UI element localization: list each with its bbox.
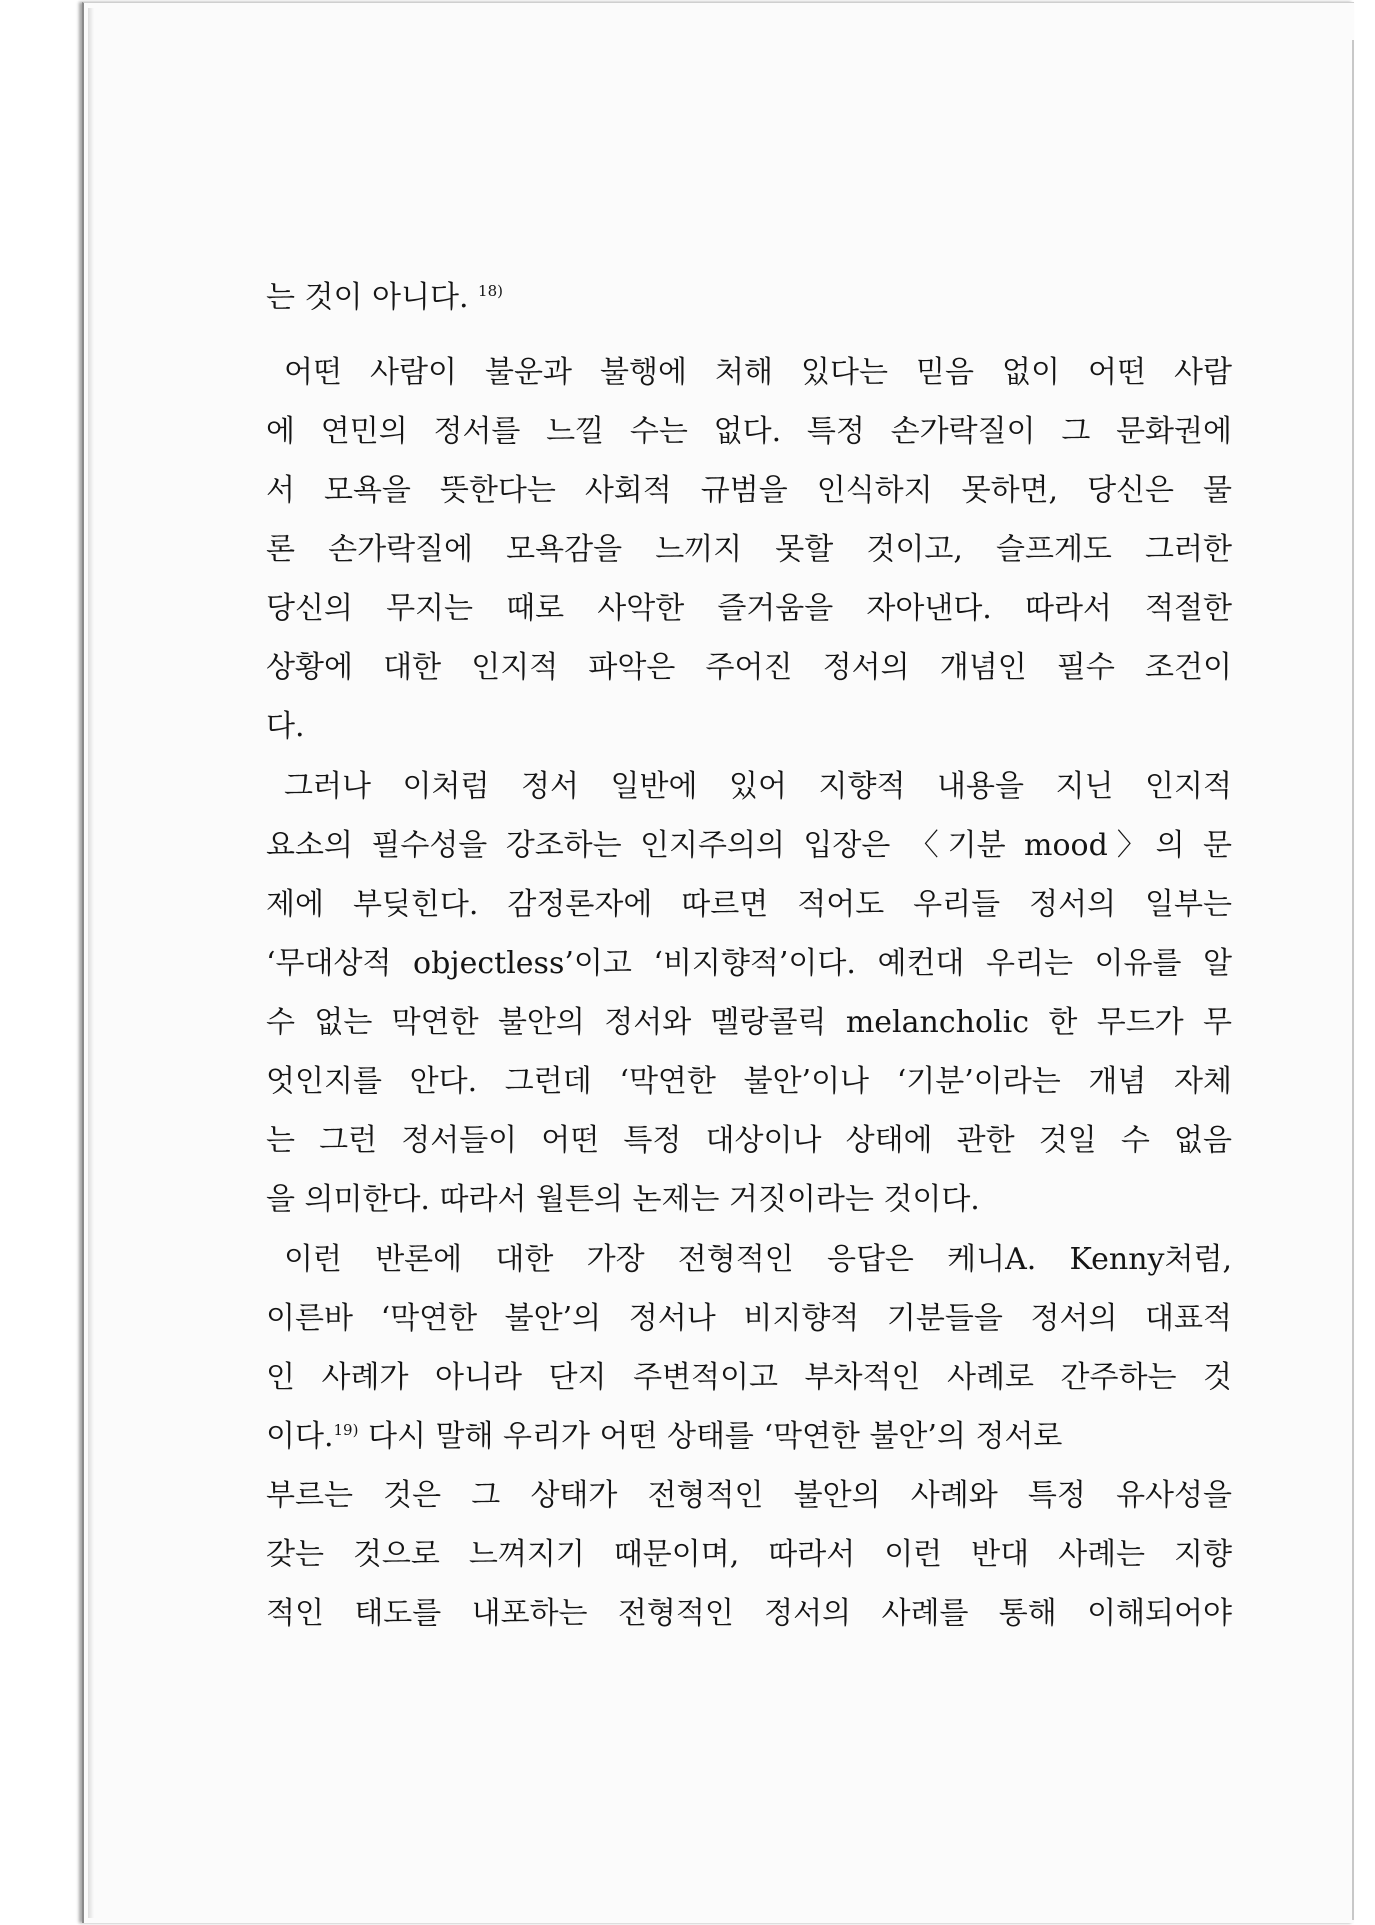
page-left-shadow [88,8,94,1918]
body-line: 는 그런 정서들이 어떤 특정 대상이나 상태에 관한 것일 수 없음 [266,1123,1232,1158]
body-line: 이른바 ‘막연한 불안’의 정서나 비지향적 기분들을 정서의 대표적 [266,1301,1232,1336]
page-right-edge [1352,40,1354,1920]
body-line: 수 없는 막연한 불안의 정서와 멜랑콜릭 melancholic 한 무드가 무 [266,1005,1232,1040]
body-line: 엇인지를 안다. 그런데 ‘막연한 불안’이나 ‘기분’이라는 개념 자체 [266,1064,1232,1099]
body-line: 적인 태도를 내포하는 전형적인 정서의 사례를 통해 이해되어야 [266,1596,1232,1631]
body-line: 어떤 사람이 불운과 불행에 처해 있다는 믿음 없이 어떤 사람 [284,355,1232,390]
body-line: 당신의 무지는 때로 사악한 즐거움을 자아낸다. 따라서 적절한 [266,591,1232,626]
body-line: 인 사례가 아니라 단지 주변적이고 부차적인 사례로 간주하는 것 [266,1360,1232,1395]
body-line: 부르는 것은 그 상태가 전형적인 불안의 사례와 특정 유사성을 [266,1478,1232,1513]
footnote-ref-18: 18) [478,282,503,300]
body-line: 는 것이 아니다. $^{18)}$ [266,280,503,315]
body-line: 그러나 이처럼 정서 일반에 있어 지향적 내용을 지닌 인지적 [284,769,1232,804]
body-line: 에 연민의 정서를 느낄 수는 없다. 특정 손가락질이 그 문화권에 [266,414,1232,449]
footnote-ref-19: 19) [333,1421,359,1439]
body-line: 론 손가락질에 모욕감을 느끼지 못할 것이고, 슬프게도 그러한 [266,532,1232,567]
body-line: 제에 부딪힌다. 감정론자에 따르면 적어도 우리들 정서의 일부는 [266,887,1232,922]
body-line: ‘무대상적 objectless’이고 ‘비지향적’이다. 예컨대 우리는 이유를 알 [266,946,1232,981]
body-line: 요소의 필수성을 강조하는 인지주의의 입장은 〈기분 mood〉의 문 [266,828,1232,863]
body-line: 이다.$^{19)}$ 다시 말해 우리가 어떤 상태를 ‘막연한 불안’의 정서로 [266,1419,1063,1454]
body-line: 을 의미한다. 따라서 월튼의 논제는 거짓이라는 것이다. [266,1182,980,1217]
body-line: 이런 반론에 대한 가장 전형적인 응답은 케니A. Kenny처럼, [284,1242,1232,1277]
body-line: 서 모욕을 뜻한다는 사회적 규범을 인식하지 못하면, 당신은 물 [266,473,1232,508]
body-line: 다. [266,709,305,744]
body-line: 갖는 것으로 느껴지기 때문이며, 따라서 이런 반대 사례는 지향 [266,1537,1232,1572]
body-line: 상황에 대한 인지적 파악은 주어진 정서의 개념인 필수 조건이 [266,650,1232,685]
